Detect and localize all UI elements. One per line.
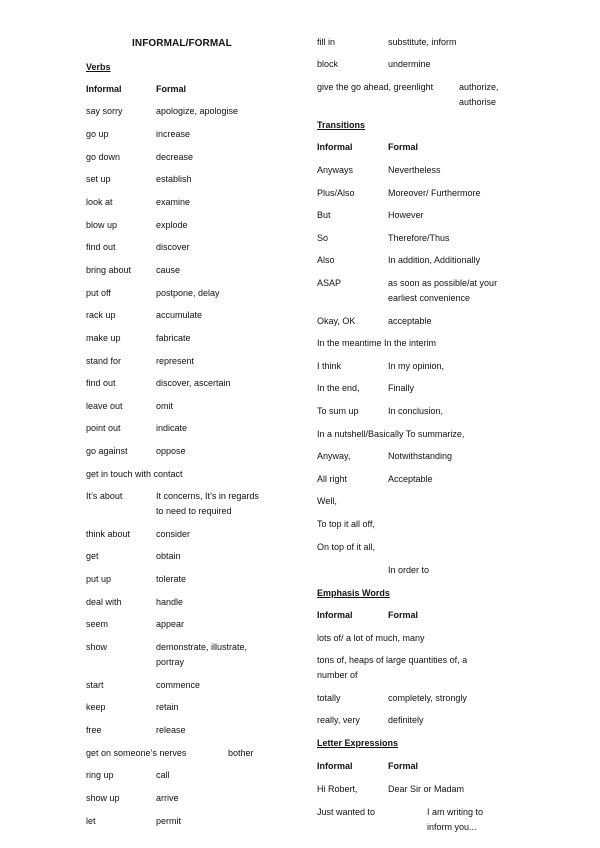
informal-term: I think bbox=[317, 361, 342, 371]
informal-term: show up bbox=[86, 793, 120, 803]
formal-term: represent bbox=[156, 356, 195, 366]
informal-term: fill in bbox=[317, 37, 336, 47]
page-title: INFORMAL/FORMAL bbox=[132, 38, 232, 49]
informal-term: find out bbox=[86, 242, 116, 252]
informal-term: To sum up bbox=[317, 406, 359, 416]
informal-term: think about bbox=[86, 529, 131, 539]
informal-term: start bbox=[86, 680, 104, 690]
formal-term: definitely bbox=[388, 715, 424, 725]
formal-term: In addition, Additionally bbox=[388, 255, 481, 265]
informal-term: let bbox=[86, 816, 96, 826]
formal-term: handle bbox=[156, 597, 184, 607]
formal-term: acceptable bbox=[388, 316, 432, 326]
informal-term: totally bbox=[317, 693, 341, 703]
informal-term: give the go ahead, greenlight bbox=[317, 82, 434, 92]
row-text: tons of, heaps of large quantities of, a bbox=[317, 655, 468, 665]
verbs-col-informal: Informal bbox=[86, 84, 122, 94]
table-row bbox=[317, 653, 587, 668]
table-row bbox=[317, 631, 587, 646]
formal-term: as soon as possible/at your bbox=[388, 278, 498, 288]
transitions-heading: Transitions bbox=[317, 120, 366, 130]
informal-term: All right bbox=[317, 474, 348, 484]
formal-term: increase bbox=[156, 129, 191, 139]
informal-term: ring up bbox=[86, 770, 114, 780]
informal-term: put up bbox=[86, 574, 112, 584]
formal-term: completely, strongly bbox=[388, 693, 467, 703]
informal-term: Also bbox=[317, 255, 335, 265]
formal-term: commence bbox=[156, 680, 201, 690]
informal-term: But bbox=[317, 210, 331, 220]
formal-term: cause bbox=[156, 265, 181, 275]
informal-term: find out bbox=[86, 378, 116, 388]
formal-term: In order to bbox=[388, 565, 430, 575]
formal-term: In my opinion, bbox=[388, 361, 445, 371]
formal-term: Notwithstanding bbox=[388, 451, 453, 461]
emphasis-col-formal: Formal bbox=[388, 610, 419, 620]
verbs-heading: Verbs bbox=[86, 62, 111, 72]
row-text-continued: number of bbox=[317, 670, 358, 680]
emphasis-heading: Emphasis Words bbox=[317, 588, 390, 598]
letter-col-formal: Formal bbox=[388, 761, 419, 771]
formal-term: decrease bbox=[156, 152, 194, 162]
table-row bbox=[86, 467, 306, 482]
formal-term: tolerate bbox=[156, 574, 187, 584]
informal-term: go against bbox=[86, 446, 128, 456]
informal-term: point out bbox=[86, 423, 121, 433]
informal-term: blow up bbox=[86, 220, 118, 230]
formal-term-continued: to need to required bbox=[156, 506, 232, 516]
formal-term: retain bbox=[156, 702, 179, 712]
letter-heading: Letter Expressions bbox=[317, 738, 399, 748]
transitions-col-informal: Informal bbox=[317, 142, 353, 152]
informal-term: Anyways bbox=[317, 165, 354, 175]
row-text: In the meantime In the interim bbox=[317, 338, 437, 348]
formal-term: I am writing to bbox=[427, 807, 484, 817]
informal-term: Hi Robert, bbox=[317, 784, 358, 794]
formal-term: omit bbox=[156, 401, 174, 411]
formal-term: establish bbox=[156, 174, 192, 184]
table-row bbox=[317, 336, 587, 351]
informal-term: bring about bbox=[86, 265, 132, 275]
informal-term: deal with bbox=[86, 597, 122, 607]
formal-term: discover bbox=[156, 242, 190, 252]
table-row bbox=[317, 427, 587, 442]
transitions-col-formal: Formal bbox=[388, 142, 419, 152]
formal-term: undermine bbox=[388, 59, 431, 69]
formal-term: examine bbox=[156, 197, 191, 207]
formal-term: bother bbox=[228, 748, 254, 758]
informal-term: Just wanted to bbox=[317, 807, 376, 817]
informal-term: rack up bbox=[86, 310, 116, 320]
formal-term: appear bbox=[156, 619, 185, 629]
informal-term: Plus/Also bbox=[317, 188, 355, 198]
formal-term: explode bbox=[156, 220, 188, 230]
formal-term: Nevertheless bbox=[388, 165, 441, 175]
row-text: On top of it all, bbox=[317, 542, 376, 552]
formal-term: fabricate bbox=[156, 333, 191, 343]
informal-term: say sorry bbox=[86, 106, 123, 116]
formal-term: It concerns, It’s in regards bbox=[156, 491, 259, 501]
formal-term: accumulate bbox=[156, 310, 203, 320]
informal-term: Anyway, bbox=[317, 451, 351, 461]
formal-term: consider bbox=[156, 529, 191, 539]
informal-term: make up bbox=[86, 333, 121, 343]
informal-term: stand for bbox=[86, 356, 122, 366]
informal-term: Well, bbox=[317, 496, 337, 506]
emphasis-col-informal: Informal bbox=[317, 610, 353, 620]
formal-term-continued: inform you... bbox=[427, 822, 477, 832]
informal-term: ASAP bbox=[317, 278, 342, 288]
informal-term: seem bbox=[86, 619, 109, 629]
informal-term: In the end, bbox=[317, 383, 360, 393]
row-text: In a nutshell/Basically To summarize, bbox=[317, 429, 465, 439]
formal-term: Therefore/Thus bbox=[388, 233, 450, 243]
informal-term: show bbox=[86, 642, 108, 652]
formal-term: release bbox=[156, 725, 186, 735]
informal-term: Okay, OK bbox=[317, 316, 356, 326]
formal-term: Dear Sir or Madam bbox=[388, 784, 465, 794]
formal-term-continued: authorise bbox=[459, 97, 497, 107]
formal-term: indicate bbox=[156, 423, 188, 433]
formal-term: permit bbox=[156, 816, 182, 826]
table-row bbox=[317, 517, 587, 532]
formal-term: demonstrate, illustrate, bbox=[156, 642, 248, 652]
informal-term: really, very bbox=[317, 715, 360, 725]
informal-term: It’s about bbox=[86, 491, 123, 501]
formal-term: authorize, bbox=[459, 82, 499, 92]
formal-term: Moreover/ Furthermore bbox=[388, 188, 481, 198]
informal-term: go up bbox=[86, 129, 109, 139]
informal-term: keep bbox=[86, 702, 106, 712]
formal-term: apologize, apologise bbox=[156, 106, 239, 116]
informal-term: leave out bbox=[86, 401, 123, 411]
informal-term: free bbox=[86, 725, 102, 735]
informal-term: get on someone’s nerves bbox=[86, 748, 187, 758]
formal-term: arrive bbox=[156, 793, 179, 803]
table-row-continued bbox=[317, 668, 587, 683]
informal-term: So bbox=[317, 233, 329, 243]
formal-term: In conclusion, bbox=[388, 406, 444, 416]
informal-term: get bbox=[86, 551, 99, 561]
informal-term: go down bbox=[86, 152, 121, 162]
formal-term: However bbox=[388, 210, 424, 220]
formal-term: call bbox=[156, 770, 170, 780]
informal-term: put off bbox=[86, 288, 111, 298]
verbs-col-formal: Formal bbox=[156, 84, 187, 94]
row-text: lots of/ a lot of much, many bbox=[317, 633, 425, 643]
row-text: To top it all off, bbox=[317, 519, 375, 529]
table-row bbox=[317, 540, 587, 555]
formal-term: oppose bbox=[156, 446, 186, 456]
formal-term: postpone, delay bbox=[156, 288, 220, 298]
formal-term-continued: earliest convenience bbox=[388, 293, 471, 303]
row-text: get in touch with contact bbox=[86, 469, 183, 479]
informal-term: look at bbox=[86, 197, 113, 207]
formal-term: Finally bbox=[388, 383, 415, 393]
informal-term: block bbox=[317, 59, 339, 69]
letter-col-informal: Informal bbox=[317, 761, 353, 771]
formal-term-continued: portray bbox=[156, 657, 185, 667]
formal-term: obtain bbox=[156, 551, 181, 561]
formal-term: Acceptable bbox=[388, 474, 433, 484]
formal-term: substitute, inform bbox=[388, 37, 457, 47]
formal-term: discover, ascertain bbox=[156, 378, 231, 388]
informal-term: set up bbox=[86, 174, 111, 184]
